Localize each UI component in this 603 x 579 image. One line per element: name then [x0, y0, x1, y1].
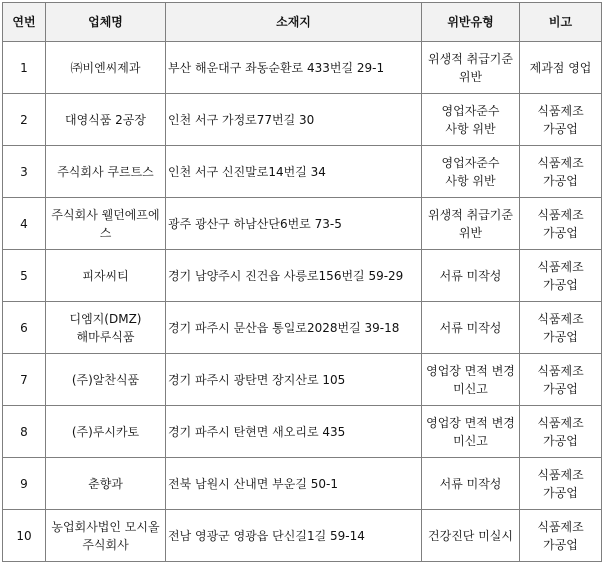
- header-company: 업체명: [46, 3, 166, 42]
- violations-table: [2, 2, 602, 562]
- row-no: 1: [3, 42, 46, 94]
- table-row: [3, 146, 602, 198]
- table-row: [3, 42, 602, 94]
- row-no: 4: [3, 198, 46, 250]
- row-no: 9: [3, 458, 46, 510]
- row-address: 광주 광산구 하남산단6번로 73-5: [166, 198, 422, 250]
- row-note: 식품제조 가공업: [520, 94, 602, 146]
- row-note: 식품제조 가공업: [520, 302, 602, 354]
- row-note: 제과점 영업: [520, 42, 602, 94]
- row-violation: 서류 미작성: [422, 302, 520, 354]
- header-no: 연번: [3, 3, 46, 42]
- table-row: [3, 458, 602, 510]
- row-note: 식품제조 가공업: [520, 458, 602, 510]
- table-header: [3, 3, 602, 42]
- row-company: (주)루시카토: [46, 406, 166, 458]
- row-company: ㈜비엔씨제과: [46, 42, 166, 94]
- row-violation: 영업장 면적 변경 미신고: [422, 354, 520, 406]
- row-no: 2: [3, 94, 46, 146]
- table-row: [3, 510, 602, 562]
- row-violation: 서류 미작성: [422, 250, 520, 302]
- row-note: 식품제조 가공업: [520, 198, 602, 250]
- row-address: 인천 서구 신진말로14번길 34: [166, 146, 422, 198]
- row-violation: 영업장 면적 변경 미신고: [422, 406, 520, 458]
- row-address: 경기 파주시 문산읍 통일로2028번길 39-18: [166, 302, 422, 354]
- row-address: 부산 해운대구 좌동순환로 433번길 29-1: [166, 42, 422, 94]
- row-address: 경기 남양주시 진건읍 사릉로156번길 59-29: [166, 250, 422, 302]
- row-no: 10: [3, 510, 46, 562]
- row-address: 전남 영광군 영광읍 단신길1길 59-14: [166, 510, 422, 562]
- row-no: 5: [3, 250, 46, 302]
- row-no: 8: [3, 406, 46, 458]
- row-company: 농업회사법인 모시올 주식회사: [46, 510, 166, 562]
- row-violation: 영업자준수 사항 위반: [422, 94, 520, 146]
- header-note: 비고: [520, 3, 602, 42]
- row-note: 식품제조 가공업: [520, 146, 602, 198]
- table-row: [3, 354, 602, 406]
- row-company: 주식회사 웰던에프에 스: [46, 198, 166, 250]
- row-company: 춘향과: [46, 458, 166, 510]
- row-violation: 위생적 취급기준 위반: [422, 42, 520, 94]
- table-row: [3, 406, 602, 458]
- row-note: 식품제조 가공업: [520, 510, 602, 562]
- table-row: [3, 302, 602, 354]
- row-company: 디엠지(DMZ) 해마루식품: [46, 302, 166, 354]
- row-note: 식품제조 가공업: [520, 354, 602, 406]
- row-company: 대영식품 2공장: [46, 94, 166, 146]
- row-violation: 건강진단 미실시: [422, 510, 520, 562]
- row-address: 경기 파주시 광탄면 장지산로 105: [166, 354, 422, 406]
- row-company: 피자씨티: [46, 250, 166, 302]
- row-company: 주식회사 쿠르트스: [46, 146, 166, 198]
- row-violation: 위생적 취급기준 위반: [422, 198, 520, 250]
- table-body: [3, 42, 602, 562]
- row-violation: 서류 미작성: [422, 458, 520, 510]
- table-row: [3, 250, 602, 302]
- row-note: 식품제조 가공업: [520, 250, 602, 302]
- table-row: [3, 94, 602, 146]
- table-row: [3, 198, 602, 250]
- row-company: (주)알찬식품: [46, 354, 166, 406]
- header-address: 소재지: [166, 3, 422, 42]
- header-violation: 위반유형: [422, 3, 520, 42]
- header-row: [3, 3, 602, 42]
- row-violation: 영업자준수 사항 위반: [422, 146, 520, 198]
- row-address: 경기 파주시 탄현면 새오리로 435: [166, 406, 422, 458]
- row-no: 3: [3, 146, 46, 198]
- row-no: 6: [3, 302, 46, 354]
- row-no: 7: [3, 354, 46, 406]
- row-note: 식품제조 가공업: [520, 406, 602, 458]
- row-address: 전북 남원시 산내면 부운길 50-1: [166, 458, 422, 510]
- row-address: 인천 서구 가정로77번길 30: [166, 94, 422, 146]
